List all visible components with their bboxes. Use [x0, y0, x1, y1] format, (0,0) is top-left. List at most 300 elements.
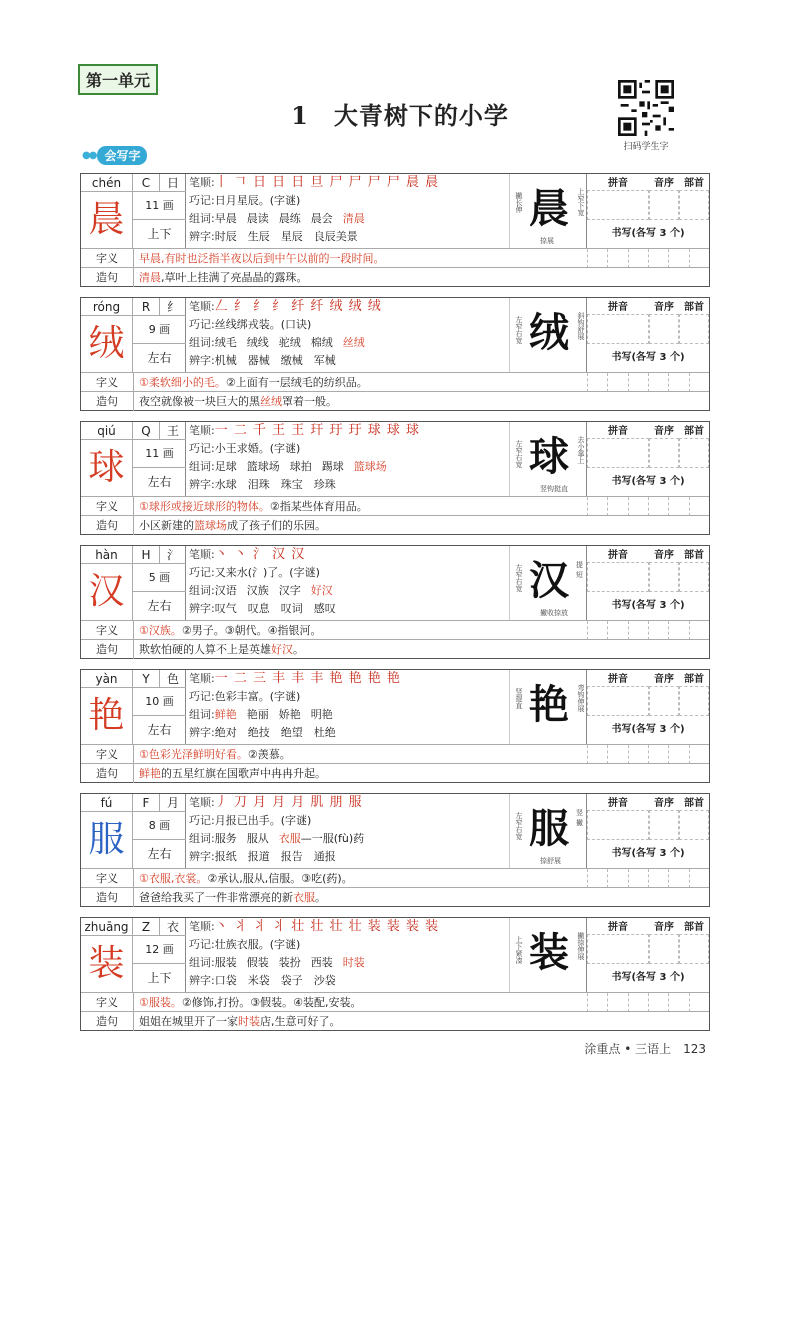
sentence-post: 店,生意可好了。	[260, 1015, 341, 1028]
sentence-highlight: 鲜艳	[139, 767, 161, 780]
write-cell[interactable]	[689, 497, 709, 516]
grid-header	[587, 546, 709, 560]
words-label: 组词:	[189, 212, 215, 225]
char-entry-3	[80, 421, 710, 535]
pinyin: hàn	[81, 546, 133, 564]
words-line	[189, 210, 509, 228]
mnemonic-label: 巧记:	[189, 442, 215, 455]
index-radical	[133, 670, 186, 688]
distinguish: 叹气 叹息 叹词 感叹	[214, 602, 336, 615]
calligraphy-char: 艳	[529, 681, 569, 728]
write-grid	[587, 993, 709, 1012]
stroke-order-line	[189, 794, 509, 812]
entry-top	[81, 918, 709, 992]
practice-grid	[587, 422, 709, 496]
radical: 王	[166, 424, 179, 438]
meaning-row	[81, 620, 709, 640]
pinyin-header: 拼音	[608, 178, 628, 189]
calligraphy-note: 撇捺伸展	[577, 932, 585, 960]
meaning-highlight: ①衣服,衣裳。	[139, 872, 208, 885]
stroke-order: 丨 𠃍 日 日 日 旦 尸 尸 尸 尸 晨 晨	[214, 175, 440, 190]
write-cell[interactable]	[689, 745, 709, 764]
mnemonic-line	[189, 812, 509, 830]
pinyin: yàn	[81, 670, 133, 688]
mnemonic: 丝线绑戎装。(口诀)	[214, 318, 312, 331]
calligraphy-note: 弯钩伸展	[577, 684, 585, 712]
write-cell[interactable]	[648, 993, 668, 1012]
write-cell[interactable]	[587, 621, 607, 640]
write-cell[interactable]	[648, 497, 668, 516]
calligraphy-note: 上下紧凑	[515, 936, 523, 964]
sentence-post: 罩着一般。	[282, 395, 337, 408]
char-details	[189, 174, 509, 248]
write-cell[interactable]	[648, 373, 668, 392]
stroke-order: 一 二 三 丰 丰 丰 艳 艳 艳 艳	[214, 671, 401, 686]
answer-box[interactable]	[679, 810, 709, 840]
write-grid	[587, 249, 709, 268]
word-highlight: 丝绒	[342, 336, 365, 349]
sentence-pre: 欺软怕硬的人算不上是英雄	[139, 643, 271, 656]
calligraphy-note: 左窄右宽	[515, 812, 523, 840]
order-header: 音序	[654, 922, 674, 933]
practice-grid	[587, 918, 709, 992]
answer-box[interactable]	[587, 438, 649, 468]
write-cell[interactable]	[607, 993, 627, 1012]
sentence-label: 造句	[81, 268, 134, 287]
write-cell[interactable]	[668, 621, 688, 640]
answer-box[interactable]	[587, 190, 649, 220]
write-cell[interactable]	[628, 993, 648, 1012]
calligraphy-note: 去小靠上	[577, 436, 585, 464]
grid-header	[587, 918, 709, 932]
sentence-highlight: 时装	[238, 1015, 260, 1028]
write-label: 书写(各写 3 个)	[611, 724, 685, 735]
word: —一服(fù)药	[300, 832, 365, 845]
char-details	[189, 794, 509, 868]
grid-header	[587, 794, 709, 808]
answer-box[interactable]	[649, 190, 679, 220]
entry-top	[81, 298, 709, 372]
stroke-count: 8 画	[133, 812, 186, 840]
write-cell[interactable]	[628, 869, 648, 888]
write-cell[interactable]	[668, 497, 688, 516]
write-cell[interactable]	[607, 745, 627, 764]
write-cell[interactable]	[668, 869, 688, 888]
stroke-order-line	[189, 298, 509, 316]
write-cell[interactable]	[628, 621, 648, 640]
meaning-highlight: ①球形或接近球形的物体。	[139, 500, 270, 513]
char-info-block	[81, 298, 186, 372]
calligraphy-sample	[509, 174, 587, 248]
write-cell[interactable]	[668, 745, 688, 764]
word: 娇艳	[278, 708, 301, 721]
distinguish-line	[189, 228, 509, 246]
word: 鲜艳	[214, 708, 237, 721]
write-cell[interactable]	[668, 373, 688, 392]
meaning-text	[139, 373, 368, 392]
words-label: 组词:	[189, 708, 215, 721]
mnemonic: 小王求婚。(字谜)	[214, 442, 301, 455]
word: 晨会	[310, 212, 333, 225]
answer-box[interactable]	[587, 810, 649, 840]
word: 明艳	[310, 708, 333, 721]
index-radical	[133, 422, 186, 440]
char-entry-5	[80, 669, 710, 783]
char-info-block	[81, 422, 186, 496]
stroke-order-label: 笔顺:	[189, 176, 215, 189]
word: 绒线	[246, 336, 269, 349]
mnemonic-line	[189, 688, 509, 706]
word: 早晨	[214, 212, 237, 225]
distinguish-label: 辨字:	[189, 974, 215, 987]
write-cell[interactable]	[689, 249, 709, 268]
answer-box[interactable]	[679, 438, 709, 468]
pinyin-header: 拼音	[608, 302, 628, 313]
radical-header: 部首	[684, 302, 704, 313]
write-cell[interactable]	[607, 497, 627, 516]
mnemonic-line	[189, 564, 509, 582]
distinguish: 时辰 生辰 星辰 良辰美景	[214, 230, 358, 243]
stroke-order-line	[189, 670, 509, 688]
order-header: 音序	[654, 674, 674, 685]
words-line	[189, 334, 509, 352]
write-cell[interactable]	[587, 373, 607, 392]
pinyin: qiú	[81, 422, 133, 440]
char-info-block	[81, 174, 186, 248]
calligraphy-note: 撇收捺放	[540, 609, 568, 617]
practice-grid	[587, 794, 709, 868]
meaning-label: 字义	[81, 373, 134, 392]
distinguish-label: 辨字:	[189, 850, 215, 863]
mnemonic-label: 巧记:	[189, 690, 215, 703]
entry-top	[81, 174, 709, 248]
write-grid	[587, 373, 709, 392]
distinguish: 水球 泪珠 珠宝 珍珠	[214, 478, 336, 491]
distinguish-line	[189, 724, 509, 742]
sentence-highlight: 清晨	[139, 271, 161, 284]
word: 服务	[214, 832, 237, 845]
radical: 日	[166, 176, 179, 190]
order-header: 音序	[654, 798, 674, 809]
index-letter: F	[133, 794, 160, 811]
write-label: 书写(各写 3 个)	[611, 476, 685, 487]
index-letter: R	[133, 298, 160, 315]
distinguish: 口袋 米袋 袋子 沙袋	[214, 974, 336, 987]
write-cell[interactable]	[607, 621, 627, 640]
radical: 色	[166, 672, 179, 686]
meaning-label: 字义	[81, 869, 134, 888]
answer-box[interactable]	[649, 314, 679, 344]
mnemonic: 色彩丰富。(字谜)	[214, 690, 301, 703]
meaning-row	[81, 248, 709, 268]
sentence-label: 造句	[81, 1012, 134, 1031]
answer-box[interactable]	[679, 190, 709, 220]
write-cell[interactable]	[587, 993, 607, 1012]
big-character: 艳	[81, 688, 133, 744]
entry-top	[81, 794, 709, 868]
meaning-highlight: ①汉族。	[139, 624, 182, 637]
index-letter: C	[133, 174, 160, 191]
stroke-order: 丶 丶 氵 汉 汉	[214, 547, 306, 562]
words-label: 组词:	[189, 956, 215, 969]
meaning-label: 字义	[81, 621, 134, 640]
distinguish-label: 辨字:	[189, 602, 215, 615]
word-highlight: 好汉	[310, 584, 333, 597]
write-cell[interactable]	[587, 745, 607, 764]
radical-header: 部首	[684, 426, 704, 437]
distinguish-line	[189, 476, 509, 494]
pinyin-header: 拼音	[608, 674, 628, 685]
index-radical	[133, 298, 186, 316]
big-character: 汉	[81, 564, 133, 620]
meaning-rest: ②指某些体育用品。	[269, 500, 368, 513]
word-highlight: 时装	[342, 956, 365, 969]
word: 汉族	[246, 584, 269, 597]
practice-grid	[587, 174, 709, 248]
calligraphy-sample	[509, 422, 587, 496]
word: 汉语	[214, 584, 237, 597]
mnemonic-line	[189, 936, 509, 954]
sentence-post: 成了孩子们的乐园。	[227, 519, 326, 532]
write-cell[interactable]	[648, 621, 668, 640]
write-label: 书写(各写 3 个)	[611, 972, 685, 983]
big-character: 绒	[81, 316, 133, 372]
meaning-text	[139, 869, 353, 888]
mnemonic-label: 巧记:	[189, 938, 215, 951]
sentence-text	[139, 268, 308, 287]
order-header: 音序	[654, 178, 674, 189]
sentence-row	[81, 1011, 709, 1031]
word-highlight: 清晨	[342, 212, 365, 225]
write-cell[interactable]	[648, 745, 668, 764]
write-cell[interactable]	[628, 249, 648, 268]
answer-box[interactable]	[587, 934, 649, 964]
word: 篮球场	[246, 460, 280, 473]
answer-box[interactable]	[649, 562, 679, 592]
calligraphy-note: 上窄下宽	[577, 188, 585, 216]
meaning-highlight: ①柔软细小的毛。	[139, 376, 226, 389]
index-letter: Q	[133, 422, 160, 439]
sentence-text	[139, 1012, 341, 1031]
meaning-label: 字义	[81, 249, 134, 268]
answer-box[interactable]	[679, 314, 709, 344]
stroke-order-label: 笔顺:	[189, 920, 215, 933]
lesson-title: 1 大青树下的小学	[291, 101, 509, 130]
char-entry-1	[80, 173, 710, 287]
order-header: 音序	[654, 550, 674, 561]
order-header: 音序	[654, 302, 674, 313]
words-line	[189, 706, 509, 724]
stroke-order-label: 笔顺:	[189, 548, 215, 561]
sentence-label: 造句	[81, 392, 134, 411]
meaning-highlight: ①服装。	[139, 996, 182, 1009]
char-details	[189, 918, 509, 992]
write-cell[interactable]	[648, 869, 668, 888]
word: 西装	[310, 956, 333, 969]
sentence-highlight: 衣服	[293, 891, 315, 904]
calligraphy-note: 左窄右宽	[515, 316, 523, 344]
words-label: 组词:	[189, 336, 215, 349]
distinguish-label: 辨字:	[189, 230, 215, 243]
write-cell[interactable]	[607, 373, 627, 392]
distinguish-label: 辨字:	[189, 354, 215, 367]
write-cell[interactable]	[607, 249, 627, 268]
meaning-rest: ②男子。③朝代。④指银河。	[181, 624, 322, 637]
write-cell[interactable]	[587, 249, 607, 268]
sentence-row	[81, 763, 709, 783]
calligraphy-char: 绒	[529, 309, 569, 356]
qr-label: 扫码学生字	[623, 142, 669, 152]
sentence-highlight: 丝绒	[260, 395, 282, 408]
answer-box[interactable]	[587, 314, 649, 344]
answer-box[interactable]	[587, 562, 649, 592]
pinyin: róng	[81, 298, 133, 316]
meaning-row	[81, 992, 709, 1012]
sentence-post: 。	[315, 891, 326, 904]
word: 汉字	[278, 584, 301, 597]
answer-box[interactable]	[649, 810, 679, 840]
char-entry-7	[80, 917, 710, 1031]
pinyin-header: 拼音	[608, 922, 628, 933]
meaning-row	[81, 372, 709, 392]
char-entry-2	[80, 297, 710, 411]
word: 假装	[246, 956, 269, 969]
answer-box[interactable]	[649, 438, 679, 468]
index-radical	[133, 174, 186, 192]
answer-box[interactable]	[679, 562, 709, 592]
char-entry-4	[80, 545, 710, 659]
sentence-pre: 姐姐在城里开了一家	[139, 1015, 238, 1028]
write-cell[interactable]	[648, 249, 668, 268]
qr-code[interactable]	[618, 80, 674, 136]
practice-grid	[587, 670, 709, 744]
calligraphy-note: 提短	[576, 561, 583, 579]
sentence-row	[81, 391, 709, 411]
entry-top	[81, 670, 709, 744]
calligraphy-sample	[509, 918, 587, 992]
word: 球拍	[289, 460, 312, 473]
distinguish: 绝对 绝技 绝望 杜绝	[214, 726, 336, 739]
word: 驼绒	[278, 336, 301, 349]
stroke-order-label: 笔顺:	[189, 672, 215, 685]
badge-dots-icon: ●●	[82, 149, 96, 161]
sentence-pre: 小区新建的	[139, 519, 194, 532]
stroke-order-line	[189, 174, 509, 192]
stroke-order: 一 二 千 王 王 玕 玗 玗 球 球 球	[214, 423, 421, 438]
grid-header	[587, 174, 709, 188]
write-cell[interactable]	[689, 869, 709, 888]
word: 足球	[214, 460, 237, 473]
mnemonic-label: 巧记:	[189, 318, 215, 331]
sentence-pre: 夜空就像被一块巨大的黑	[139, 395, 260, 408]
write-cell[interactable]	[689, 621, 709, 640]
answer-box[interactable]	[679, 934, 709, 964]
word-highlight: 篮球场	[353, 460, 387, 473]
write-cell[interactable]	[628, 373, 648, 392]
word: 棉绒	[310, 336, 333, 349]
structure: 左右	[147, 351, 172, 365]
calligraphy-char: 晨	[529, 185, 569, 232]
sentence-label: 造句	[81, 764, 134, 783]
stroke-order-line	[189, 918, 509, 936]
calligraphy-note: 斜钩舒展	[577, 312, 585, 340]
char-details	[189, 298, 509, 372]
write-cell[interactable]	[587, 869, 607, 888]
word: 晨练	[278, 212, 301, 225]
calligraphy-char: 服	[529, 805, 569, 852]
write-grid	[587, 745, 709, 764]
radical-header: 部首	[684, 674, 704, 685]
calligraphy-sample	[509, 794, 587, 868]
answer-box[interactable]	[649, 686, 679, 716]
meaning-text	[139, 497, 368, 516]
practice-grid	[587, 298, 709, 372]
sentence-label: 造句	[81, 640, 134, 659]
sentence-pre: 爸爸给我买了一件非常漂亮的新	[139, 891, 293, 904]
char-details	[189, 670, 509, 744]
answer-box[interactable]	[679, 686, 709, 716]
word: 装扮	[278, 956, 301, 969]
write-grid	[587, 869, 709, 888]
radical-header: 部首	[684, 922, 704, 933]
index-radical	[133, 794, 186, 812]
mnemonic-line	[189, 316, 509, 334]
stroke-order: 丶 丬 丬 丬 壮 壮 壮 壮 装 装 装 装	[214, 919, 440, 934]
write-cell[interactable]	[689, 373, 709, 392]
distinguish-line	[189, 352, 509, 370]
big-character: 球	[81, 440, 133, 496]
distinguish-line	[189, 600, 509, 618]
stroke-order-label: 笔顺:	[189, 424, 215, 437]
words-line	[189, 582, 509, 600]
write-cell[interactable]	[628, 497, 648, 516]
write-cell[interactable]	[668, 249, 688, 268]
grid-header	[587, 298, 709, 312]
write-cell[interactable]	[587, 497, 607, 516]
section-badge	[78, 145, 153, 165]
radical: 氵	[166, 548, 179, 562]
index-letter: H	[133, 546, 160, 563]
write-cell[interactable]	[607, 869, 627, 888]
mnemonic-line	[189, 192, 509, 210]
words-line	[189, 458, 509, 476]
meaning-row	[81, 868, 709, 888]
write-cell[interactable]	[668, 993, 688, 1012]
sentence-post: 的五星红旗在国歌声中冉冉升起。	[161, 767, 326, 780]
distinguish-line	[189, 848, 509, 866]
meaning-highlight: ①色彩光泽鲜明好看。	[139, 748, 248, 761]
stroke-count: 5 画	[133, 564, 186, 592]
write-label: 书写(各写 3 个)	[611, 228, 685, 239]
meaning-row	[81, 744, 709, 764]
pinyin: chén	[81, 174, 133, 192]
structure: 左右	[147, 847, 172, 861]
answer-box[interactable]	[587, 686, 649, 716]
sentence-label: 造句	[81, 516, 134, 535]
write-cell[interactable]	[628, 745, 648, 764]
structure: 左右	[147, 723, 172, 737]
pinyin: fú	[81, 794, 133, 812]
sentence-text	[139, 764, 326, 783]
meaning-rest: ②承认,服从,信服。③吃(药)。	[207, 872, 353, 885]
calligraphy-sample	[509, 298, 587, 372]
entry-top	[81, 546, 709, 620]
big-character: 服	[81, 812, 133, 868]
mnemonic: 日月星辰。(字谜)	[214, 194, 301, 207]
char-info-block	[81, 918, 186, 992]
write-cell[interactable]	[689, 993, 709, 1012]
answer-box[interactable]	[649, 934, 679, 964]
